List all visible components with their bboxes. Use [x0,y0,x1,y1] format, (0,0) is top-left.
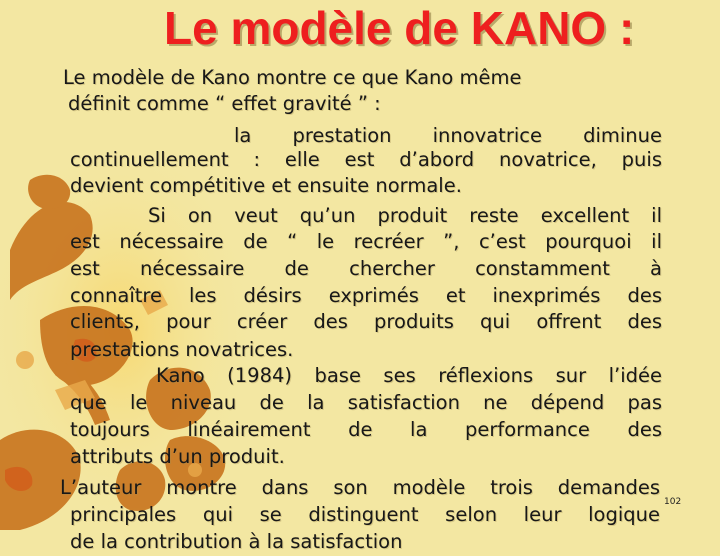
text-line: Kano (1984) base ses réflexions sur l’idée [156,364,662,387]
text-line: principales qui se distinguent selon leur logique [70,503,660,526]
slide-body [0,60,720,553]
text-line: Le modèle de Kano montre ce que Kano même [63,66,522,89]
text-line: clients, pour créer des produits qui offrent des [70,310,662,333]
text-line: prestations novatrices. [70,338,294,361]
text-line: que le niveau de la satisfaction ne dépend pas [70,391,662,414]
text-line: Si on veut qu’un produit reste excellent il [148,204,662,227]
text-line: connaître les désirs exprimés et inexprimés des [70,284,662,307]
text-line: de la contribution à la satisfaction [70,530,403,553]
slide-title: Le modèle de KANO : [164,2,635,54]
text-line: est nécessaire de “ le recréer ”, c’est pourquoi il [70,230,662,253]
text-line: définit comme “ effet gravité ” : [68,92,381,115]
text-line: devient compétitive et ensuite normale. [70,174,462,197]
text-line: toujours linéairement de la performance des [70,418,662,441]
text-line: continuellement : elle est d’abord novatrice, puis [70,148,662,171]
slide-number: 102 [664,497,682,507]
text-line: attributs d’un produit. [70,445,285,468]
text-line: est nécessaire de chercher constamment à [70,257,662,280]
text-line: L’auteur montre dans son modèle trois demandes [60,476,660,499]
text-line: la prestation innovatrice diminue [234,124,662,147]
